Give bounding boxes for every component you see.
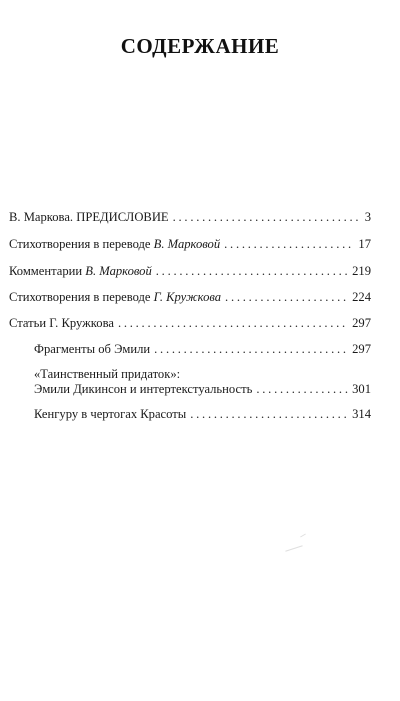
dot-leader: [224, 236, 354, 252]
toc-entry-kangaroo[interactable]: [34, 406, 371, 422]
toc-entry-poems-kruzhkov[interactable]: [9, 289, 371, 305]
toc-entry-label: Комментарии В. Марковой: [9, 264, 152, 278]
toc-entry-articles[interactable]: [9, 315, 371, 331]
dot-leader: [190, 406, 348, 422]
toc-entry-mysterious-appendage-heading[interactable]: «Таинственный придаток»:: [34, 367, 181, 381]
toc-entry-label: Эмили Дикинсон и интертекстуальность: [34, 382, 253, 396]
toc-page-number: 224: [352, 290, 371, 304]
toc-entry-poems-markova[interactable]: [9, 236, 371, 252]
toc-page-number: 297: [352, 342, 371, 356]
toc-entry-commentary[interactable]: [9, 263, 371, 279]
scan-smudge: [300, 534, 306, 538]
dot-leader: [154, 341, 348, 357]
toc-entry-intertextuality[interactable]: [34, 381, 371, 397]
toc-entry-label: Статьи Г. Кружкова: [9, 316, 114, 330]
toc-entry-label: В. Маркова. ПРЕДИСЛОВИЕ: [9, 210, 169, 224]
dot-leader: [173, 209, 361, 225]
toc-entry-label: Кенгуру в чертогах Красоты: [34, 407, 187, 421]
toc-entry-label: Стихотворения в переводе Г. Кружкова: [9, 290, 222, 304]
scan-smudge: [285, 545, 302, 552]
dot-leader: [118, 315, 348, 331]
toc-page-number: 219: [352, 264, 371, 278]
toc-page-number: 297: [352, 316, 371, 330]
toc-entry-label: Фрагменты об Эмили: [34, 342, 151, 356]
toc-entry-fragments[interactable]: [34, 341, 371, 357]
toc-page-number: 301: [352, 382, 371, 396]
toc-entry-label: Стихотворения в переводе В. Марковой: [9, 237, 221, 251]
toc-page-number: 17: [358, 237, 371, 251]
dot-leader: [256, 381, 348, 397]
dot-leader: [156, 263, 348, 279]
toc-page-number: 314: [352, 407, 371, 421]
toc-entry-preface[interactable]: [9, 209, 371, 225]
page-title: СОДЕРЖАНИЕ: [120, 34, 280, 58]
dot-leader: [225, 289, 348, 305]
toc-page-number: 3: [364, 210, 371, 224]
